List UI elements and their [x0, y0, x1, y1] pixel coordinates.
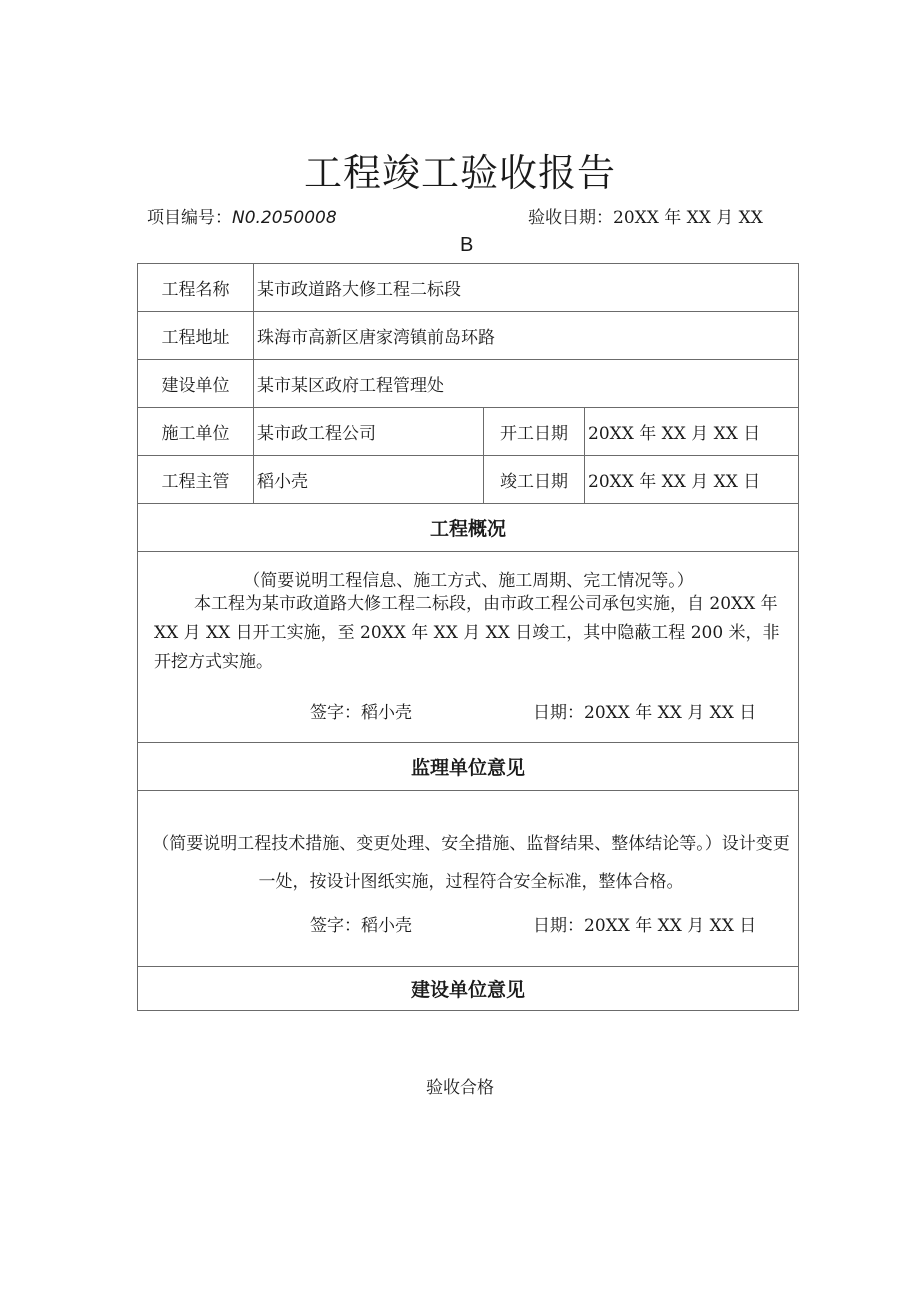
overview-note: （简要说明工程信息、施工方式、施工周期、完工情况等。） — [243, 571, 694, 591]
finish-date-label: 竣工日期 — [484, 456, 585, 504]
project-address-value: 珠海市高新区唐家湾镇前岛环路 — [254, 312, 799, 360]
overview-signature: 签字：稻小壳 — [310, 703, 412, 723]
manager-value: 稻小壳 — [254, 456, 484, 504]
row-project-address — [138, 312, 799, 360]
project-number-label: 项目编号： — [147, 208, 232, 228]
page-title: 工程竣工验收报告 — [303, 151, 616, 195]
project-number-value: N0.2050008 — [232, 208, 337, 228]
start-date-label: 开工日期 — [484, 408, 585, 456]
project-name-value: 某市政道路大修工程二标段 — [254, 264, 799, 312]
supervision-heading: 监理单位意见 — [138, 743, 799, 791]
builder-opinion-text: 验收合格 — [426, 1078, 494, 1098]
manager-label: 工程主管 — [138, 456, 254, 504]
builder-label: 建设单位 — [138, 360, 254, 408]
contractor-value: 某市政工程公司 — [254, 408, 484, 456]
acceptance-date-value: 20XX 年 XX 月 XX — [613, 208, 763, 228]
builder-value: 某市某区政府工程管理处 — [254, 360, 799, 408]
acceptance-date — [528, 203, 763, 228]
supervision-text: （简要说明工程技术措施、变更处理、安全措施、监督结果、整体结论等。）设计变更一处，按设计图纸实施，过程符合安全标准，整体合格。 — [152, 834, 790, 892]
project-name-label: 工程名称 — [138, 264, 254, 312]
supervision-body — [138, 791, 799, 967]
builder-opinion-heading: 建设单位意见 — [138, 967, 799, 1011]
project-address-label: 工程地址 — [138, 312, 254, 360]
overview-text: 本工程为某市政道路大修工程二标段，由市政工程公司承包实施，自 20XX 年 XX 月 XX 日开工实施，至 20XX 年 XX 月 XX 日竣工，其中隐蔽工程 200 米，非开挖方式实施。 — [154, 594, 780, 672]
report-table — [137, 263, 799, 1011]
overview-date: 日期：20XX 年 XX 月 XX 日 — [533, 703, 757, 723]
overview-body — [138, 552, 799, 743]
supervision-signature: 签字：稻小壳 — [310, 916, 412, 936]
overview-heading: 工程概况 — [138, 504, 799, 552]
finish-date-value: 20XX 年 XX 月 XX 日 — [585, 456, 799, 504]
supervision-date: 日期：20XX 年 XX 月 XX 日 — [533, 916, 757, 936]
acceptance-date-wrap: B — [460, 234, 474, 256]
row-builder — [138, 360, 799, 408]
acceptance-date-label: 验收日期： — [528, 208, 613, 228]
project-number — [147, 203, 337, 228]
row-manager — [138, 456, 799, 504]
row-project-name — [138, 264, 799, 312]
contractor-label: 施工单位 — [138, 408, 254, 456]
row-contractor — [138, 408, 799, 456]
start-date-value: 20XX 年 XX 月 XX 日 — [585, 408, 799, 456]
